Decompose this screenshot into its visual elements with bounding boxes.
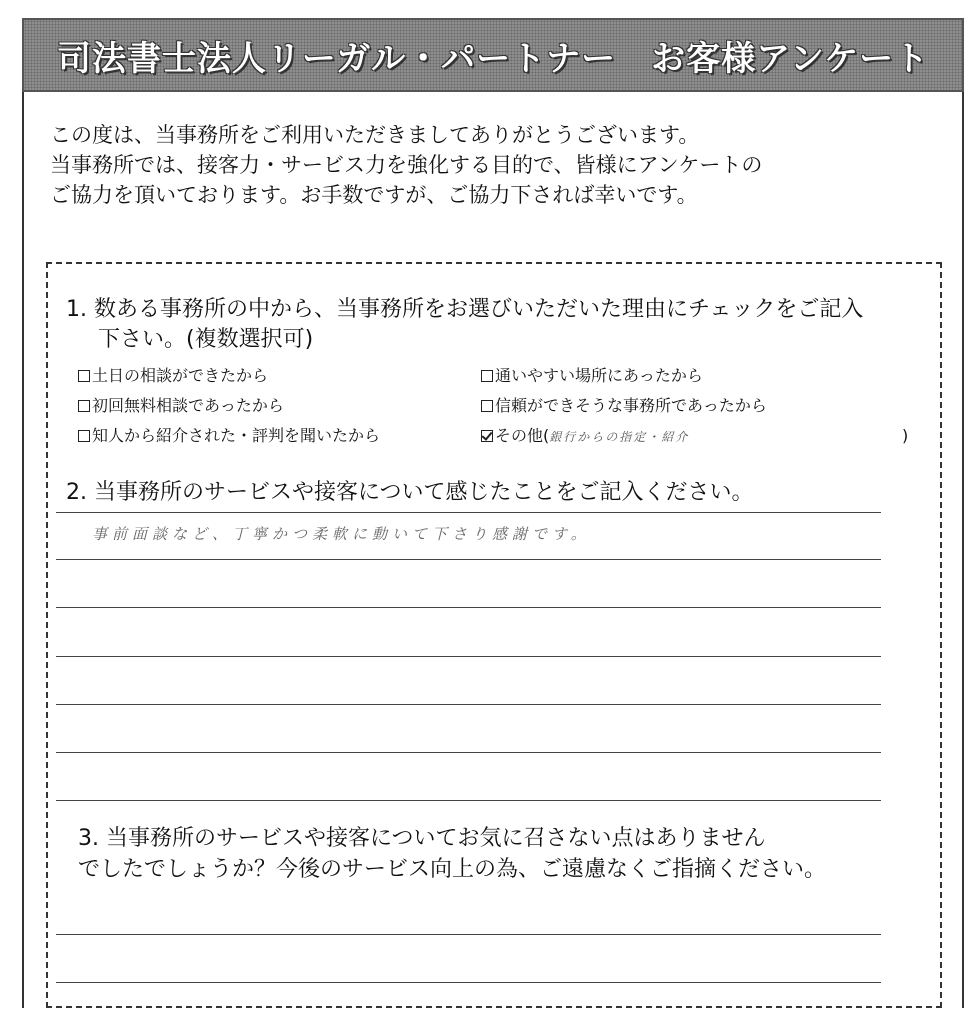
answer-line: [56, 607, 881, 608]
intro-line: この度は、当事務所をご利用いただきましてありがとうございます。: [50, 123, 700, 147]
option-free-consult[interactable]: [78, 396, 284, 416]
answer-line: [56, 512, 881, 513]
question-1: [66, 295, 863, 355]
answer-line: [56, 752, 881, 753]
answer-line: [56, 656, 881, 657]
answer-line: [56, 704, 881, 705]
option-label: 信頼ができそうな事務所であったから: [495, 396, 767, 415]
checkbox[interactable]: [78, 430, 90, 442]
answer-line: [56, 800, 881, 801]
option-other[interactable]: [481, 426, 689, 447]
intro-text: [50, 120, 762, 210]
option-trust[interactable]: [481, 396, 767, 416]
option-label: 初回無料相談であったから: [92, 396, 284, 415]
header-banner: [22, 18, 964, 92]
handwritten-other: 銀行からの指定・紹介: [549, 430, 690, 444]
question-1-line1: 1. 数ある事務所の中から、当事務所をお選びいただいた理由にチェックをご記入: [66, 297, 864, 322]
option-label: その他(: [495, 426, 550, 445]
question-3: [78, 823, 826, 885]
question-3-line1: 3. 当事務所のサービスや接客についてお気に召さない点はありません: [78, 826, 766, 851]
option-location[interactable]: [481, 366, 703, 386]
intro-line: ご協力を頂いております。お手数ですが、ご協力下されば幸いです。: [50, 183, 698, 207]
handwritten-answer: 事前面談など、丁寧かつ柔軟に動いて下さり感謝です。: [92, 525, 591, 543]
option-label: 通いやすい場所にあったから: [495, 366, 703, 385]
answer-line: [56, 934, 881, 935]
question-2: 2. 当事務所のサービスや接客について感じたことをご記入ください。: [66, 480, 754, 505]
question-3-line2: でしたでしょうか？今後のサービス向上の為、ご遠慮なくご指摘ください。: [78, 857, 827, 882]
checkbox[interactable]: [78, 400, 90, 412]
answer-line: [56, 982, 881, 983]
checkbox[interactable]: [481, 400, 493, 412]
option-weekend[interactable]: [78, 366, 268, 386]
checkbox[interactable]: [78, 370, 90, 382]
answer-line: [56, 559, 881, 560]
page-title: 司法書士法人リーガル・パートナー お客様アンケート: [56, 38, 930, 79]
option-other-close: ): [902, 426, 909, 445]
option-label: 知人から紹介された・評判を聞いたから: [92, 426, 381, 445]
intro-line: 当事務所では、接客力・サービス力を強化する目的で、皆様にアンケートの: [50, 153, 763, 177]
checkbox[interactable]: [481, 370, 493, 382]
question-1-line2: 下さい。(複数選択可): [98, 327, 314, 352]
checkbox-checked[interactable]: [481, 430, 493, 442]
option-referral[interactable]: [78, 426, 380, 446]
option-label: 土日の相談ができたから: [92, 366, 269, 385]
